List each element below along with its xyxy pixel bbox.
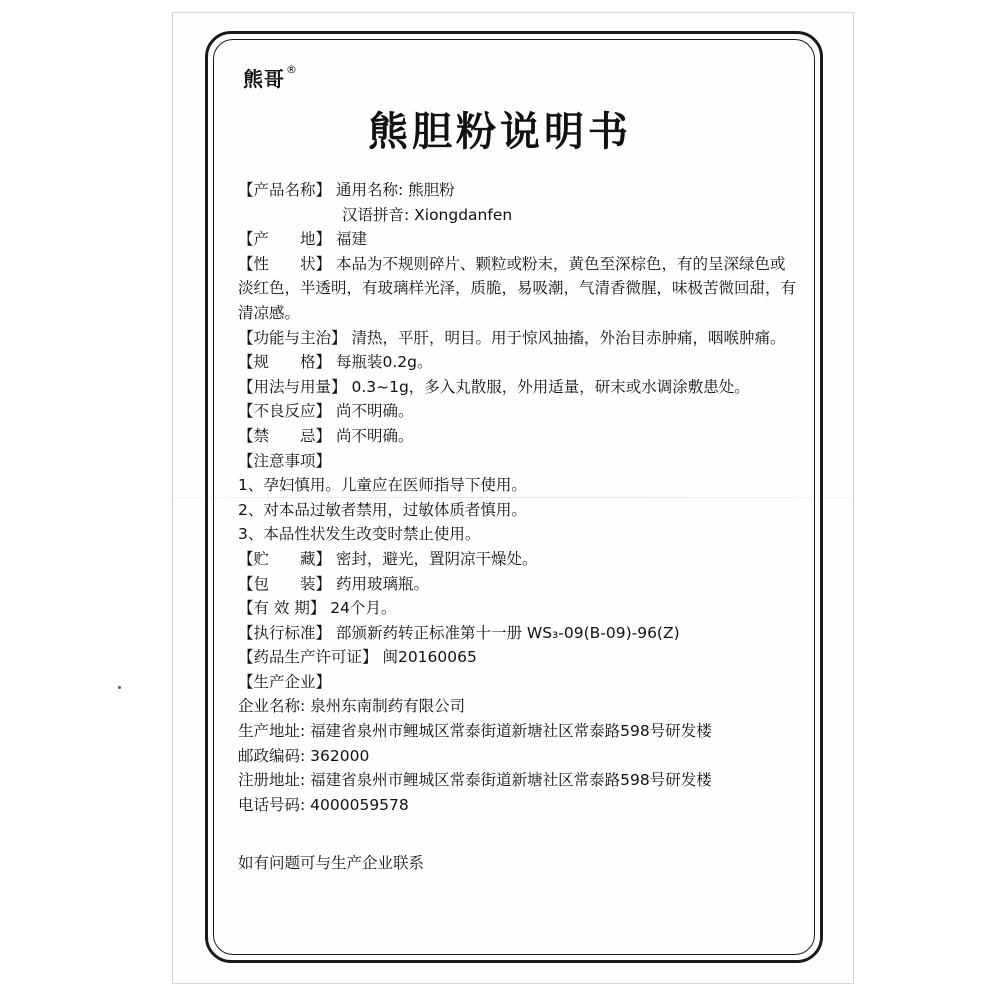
adverse-reactions-value: 尚不明确。 [335, 402, 414, 421]
contraindications-row [238, 424, 798, 449]
registered-address: 注册地址: 福建省泉州市鲤城区常泰街道新塘社区常泰路598号研发楼 [238, 771, 712, 790]
product-name-row [238, 178, 798, 203]
license-row [238, 645, 798, 670]
brand-name: 熊哥 [243, 67, 285, 91]
license-value: 闽20160065 [382, 648, 477, 667]
precaution-item: 2、对本品过敏者禁用，过敏体质者慎用。 [238, 500, 527, 519]
precautions-label: 【注意事项】 [238, 451, 332, 470]
postcode: 邮政编码: 362000 [238, 746, 370, 765]
registered-mark: ® [286, 63, 298, 76]
dosage-row [238, 375, 798, 400]
properties-label: 【性 状】 [238, 254, 332, 273]
indications-row [238, 326, 798, 351]
standard-value: 部颁新药转正标准第十一册 WS₃-09(B-09)-96(Z) [335, 623, 680, 642]
package-value: 药用玻璃瓶。 [335, 574, 429, 593]
storage-value: 密封，避光，置阴凉干燥处。 [335, 549, 538, 568]
storage-label: 【贮 藏】 [238, 549, 332, 568]
dosage-value: 0.3~1g，多入丸散服，外用适量，研末或水调涂敷患处。 [351, 377, 750, 396]
specification-value: 每瓶装0.2g。 [335, 353, 433, 372]
spacer [238, 817, 798, 851]
origin-row [238, 227, 798, 252]
contraindications-label: 【禁 忌】 [238, 426, 332, 445]
dosage-label: 【用法与用量】 [238, 377, 347, 396]
origin-label: 【产 地】 [238, 230, 332, 249]
properties-row [238, 252, 798, 326]
contraindications-value: 尚不明确。 [335, 426, 414, 445]
validity-row [238, 596, 798, 621]
specification-label: 【规 格】 [238, 353, 332, 372]
phone-number: 电话号码: 4000059578 [238, 795, 409, 814]
adverse-reactions-row [238, 399, 798, 424]
footer-note: 如有问题可与生产企业联系 [238, 854, 425, 873]
package-row [238, 572, 798, 597]
indications-label: 【功能与主治】 [238, 328, 347, 347]
scan-speck [118, 686, 121, 689]
pinyin-name: 汉语拼音: Xiongdanfen [342, 205, 513, 224]
specification-row [238, 350, 798, 375]
document-title: 熊胆粉说明书 [368, 108, 632, 155]
validity-value: 24个月。 [330, 599, 397, 618]
indications-value: 清热，平肝，明目。用于惊风抽搐，外治目赤肿痛，咽喉肿痛。 [351, 328, 786, 347]
manufacturer-label: 【生产企业】 [238, 672, 332, 691]
precaution-item: 1、孕妇慎用。儿童应在医师指导下使用。 [238, 476, 527, 495]
company-name: 企业名称: 泉州东南制药有限公司 [238, 697, 466, 716]
standard-row [238, 621, 798, 646]
standard-label: 【执行标准】 [238, 623, 332, 642]
properties-value: 本品为不规则碎片、颗粒或粉末，黄色至深棕色，有的呈深绿色或淡红色，半透明，有玻璃样光泽，质脆，易吸潮，气清香微腥，味极苦微回甜，有清凉感。 [238, 254, 797, 322]
precaution-item: 3、本品性状发生改变时禁止使用。 [238, 525, 481, 544]
leaflet-content [238, 178, 798, 876]
brand-logo [243, 63, 298, 92]
common-name: 通用名称: 熊胆粉 [335, 181, 455, 199]
package-label: 【包 装】 [238, 574, 332, 593]
production-address: 生产地址: 福建省泉州市鲤城区常泰街道新塘社区常泰路598号研发楼 [238, 722, 712, 741]
product-name-label: 【产品名称】 [238, 181, 332, 199]
storage-row [238, 547, 798, 572]
adverse-reactions-label: 【不良反应】 [238, 402, 332, 421]
validity-label: 【有 效 期】 [238, 599, 326, 618]
origin-value: 福建 [335, 230, 367, 249]
license-label: 【药品生产许可证】 [238, 648, 378, 667]
